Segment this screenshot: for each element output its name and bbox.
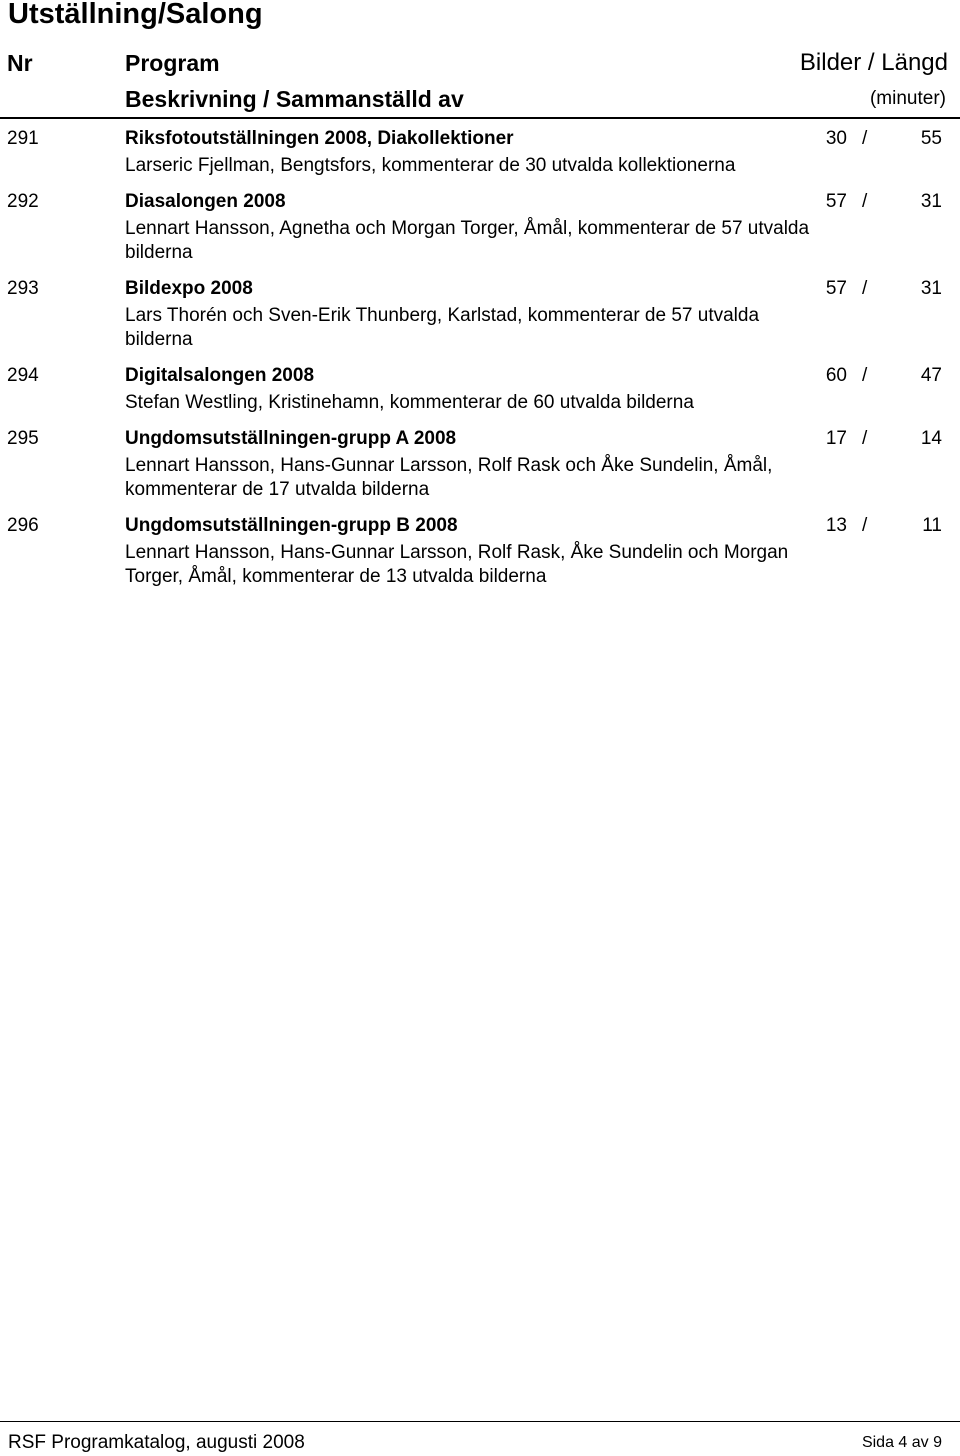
footer-page-number: Sida 4 av 9: [861, 1434, 942, 1451]
entry-langd-minutes: 31: [920, 191, 942, 212]
entry-number: 296: [7, 515, 39, 536]
entry-description: Lars Thorén och Sven-Erik Thunberg, Karlstad, kommenterar de 57 utvalda bilderna: [125, 305, 760, 350]
entry-langd-minutes: 47: [920, 365, 942, 386]
entry-langd-minutes: 31: [920, 278, 942, 299]
entry-program-title: Riksfotoutställningen 2008, Diakollektioner: [125, 128, 514, 149]
entry-langd-minutes: 11: [922, 515, 942, 536]
entry-langd-minutes: 14: [920, 428, 942, 449]
entry-separator: /: [862, 128, 868, 149]
entry-number: 291: [7, 128, 39, 149]
column-header-beskrivning: Beskrivning / Sammanställd av: [125, 86, 464, 112]
entry-description: Larseric Fjellman, Bengtsfors, kommenterar de 30 utvalda kollektionerna: [125, 155, 736, 176]
entry-bilder-count: 57: [825, 191, 847, 212]
entry-program-title: Diasalongen 2008: [125, 191, 286, 212]
entry-number: 293: [7, 278, 39, 299]
entry-bilder-count: 17: [825, 428, 847, 449]
entry-program-title: Bildexpo 2008: [125, 278, 253, 299]
column-header-bilder-langd: Bilder / Längd: [799, 49, 948, 76]
entry-description: Lennart Hansson, Hans-Gunnar Larsson, Rolf Rask, Åke Sundelin och Morgan Torger, Åmål, kommenterar de 13 utvalda bilderna: [125, 542, 789, 587]
header-rule: [0, 117, 960, 119]
column-header-program: Program: [125, 50, 220, 76]
entry-program-title: Digitalsalongen 2008: [125, 365, 315, 386]
page-title: Utställning/Salong: [8, 0, 263, 30]
entry-number: 295: [7, 428, 39, 449]
entry-separator: /: [862, 428, 868, 449]
entry-bilder-count: 60: [825, 365, 847, 386]
entry-separator: /: [862, 278, 868, 299]
entry-separator: /: [862, 515, 868, 536]
entry-number: 292: [7, 191, 39, 212]
footer-rule: [0, 1421, 960, 1422]
entry-bilder-count: 13: [825, 515, 847, 536]
entry-bilder-count: 30: [825, 128, 847, 149]
entry-separator: /: [862, 365, 868, 386]
entry-bilder-count: 57: [825, 278, 847, 299]
entry-langd-minutes: 55: [920, 128, 942, 149]
entry-program-title: Ungdomsutställningen-grupp B 2008: [125, 515, 458, 536]
entry-program-title: Ungdomsutställningen-grupp A 2008: [125, 428, 457, 449]
footer-catalog-title: RSF Programkatalog, augusti 2008: [8, 1432, 305, 1453]
column-header-minuter: (minuter): [869, 88, 946, 109]
entry-description: Lennart Hansson, Agnetha och Morgan Torger, Åmål, kommenterar de 57 utvalda bilderna: [125, 218, 810, 263]
entry-separator: /: [862, 191, 868, 212]
column-header-nr: Nr: [7, 50, 33, 76]
entry-description: Stefan Westling, Kristinehamn, kommenterar de 60 utvalda bilderna: [125, 392, 694, 413]
entry-description: Lennart Hansson, Hans-Gunnar Larsson, Rolf Rask och Åke Sundelin, Åmål, kommenterar de 17 utvalda bilderna: [125, 455, 773, 500]
entry-number: 294: [7, 365, 39, 386]
